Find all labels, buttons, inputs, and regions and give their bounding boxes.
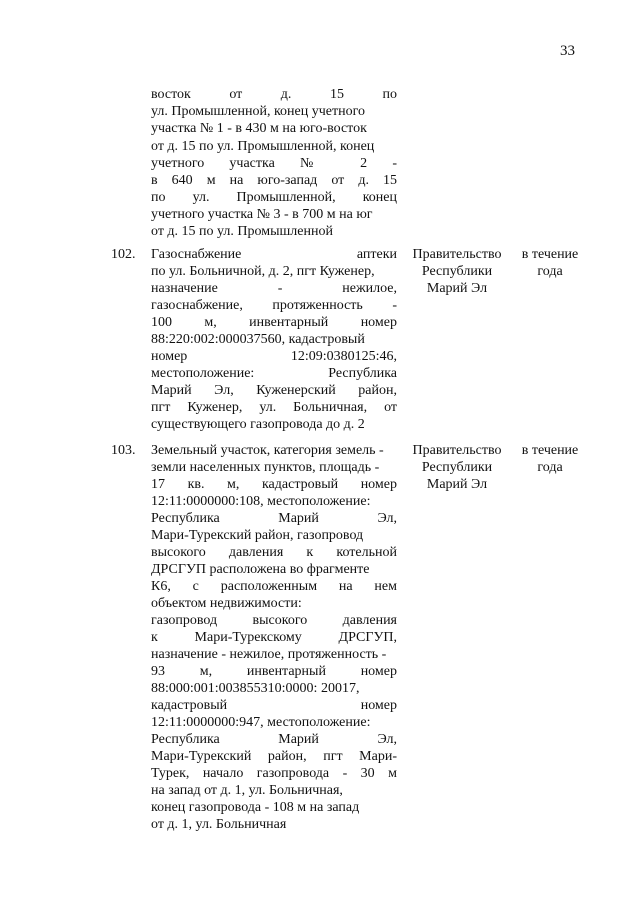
text-line: объектом недвижимости: — [151, 596, 302, 611]
text-line: года — [537, 460, 563, 475]
text-line: Турек, начало газопровода - 30 м — [151, 766, 397, 781]
row-number: 103. — [111, 443, 136, 458]
text-line: 12:11:0000000:108, местоположение: — [151, 494, 371, 509]
text-line: Правительство — [412, 247, 502, 262]
text-line: 100 м, инвентарный номер — [151, 315, 397, 330]
text-line: местоположение: Республика — [151, 366, 397, 381]
text-line: Правительство — [412, 443, 502, 458]
text-line: ул. Промышленной, конец учетного — [151, 104, 365, 119]
text-line: Республики — [421, 460, 493, 475]
text-line: Мари-Турекский район, пгт Мари- — [151, 749, 397, 764]
text-line: в течение — [521, 247, 579, 262]
text-line: К6, с расположенным на нем — [151, 579, 397, 594]
text-line: в 640 м на юго-запад от д. 15 — [151, 173, 397, 188]
text-line: существующего газопровода до д. 2 — [151, 417, 365, 432]
text-line: номер 12:09:0380125:46, — [151, 349, 397, 364]
text-line: от д. 1, ул. Больничная — [151, 817, 287, 832]
text-line: в течение — [521, 443, 579, 458]
text-line: пгт Куженер, ул. Больничная, от — [151, 400, 397, 415]
text-line: ДРСГУП расположена во фрагменте — [151, 562, 370, 577]
text-line: конец газопровода - 108 м на запад — [151, 800, 360, 815]
row-number: 102. — [111, 247, 136, 262]
text-line: учетного участка № 2 - — [151, 156, 397, 171]
text-line: к Мари-Турекскому ДРСГУП, — [151, 630, 397, 645]
text-line: назначение - нежилое, — [151, 281, 397, 296]
text-line: Марий Эл, Куженерский район, — [151, 383, 397, 398]
text-line: года — [537, 264, 563, 279]
text-line: газоснабжение, протяженность - — [151, 298, 397, 313]
text-line: учетного участка № 3 - в 700 м на юг — [151, 207, 373, 222]
text-line: по ул. Промышленной, конец — [151, 190, 397, 205]
text-line: газопровод высокого давления — [151, 613, 397, 628]
text-line: земли населенных пунктов, площадь - — [151, 460, 380, 475]
text-line: 88:220:002:000037560, кадастровый — [151, 332, 365, 347]
text-line: Земельный участок, категория земель - — [151, 443, 384, 458]
page-number: 33 — [560, 43, 575, 59]
text-line: от д. 15 по ул. Промышленной, конец — [151, 139, 375, 154]
text-line: Республика Марий Эл, — [151, 732, 397, 747]
text-line: 88:000:001:003855310:0000: 20017, — [151, 681, 360, 696]
text-line: от д. 15 по ул. Промышленной — [151, 224, 333, 239]
text-line: на запад от д. 1, ул. Больничная, — [151, 783, 343, 798]
text-line: 17 кв. м, кадастровый номер — [151, 477, 397, 492]
text-line: назначение - нежилое, протяженность - — [151, 647, 387, 662]
text-line: восток от д. 15 по — [151, 87, 397, 102]
text-line: высокого давления к котельной — [151, 545, 397, 560]
text-line: 12:11:0000000:947, местоположение: — [151, 715, 371, 730]
text-line: Мари-Турекский район, газопровод — [151, 528, 364, 543]
text-line: Марий Эл — [426, 281, 488, 296]
text-line: Марий Эл — [426, 477, 488, 492]
text-line: 93 м, инвентарный номер — [151, 664, 397, 679]
text-line: участка № 1 - в 430 м на юго-восток — [151, 121, 367, 136]
text-line: Республика Марий Эл, — [151, 511, 397, 526]
text-line: по ул. Больничной, д. 2, пгт Куженер, — [151, 264, 375, 279]
text-line: Республики — [421, 264, 493, 279]
text-line: Газоснабжение аптеки — [151, 247, 397, 262]
text-line: кадастровый номер — [151, 698, 397, 713]
